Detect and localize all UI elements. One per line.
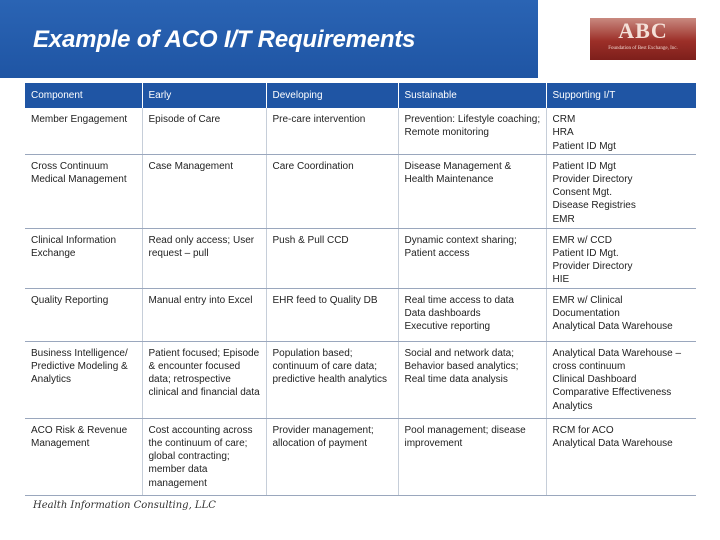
header-component: Component: [25, 83, 142, 108]
cell-early: Case Management: [142, 154, 266, 228]
cell-supporting-it: [546, 341, 696, 418]
supporting-item: Documentation: [552, 307, 620, 319]
cell-developing: Population based; continuum of care data; predictive health analytics: [266, 341, 398, 418]
supporting-item: Provider Directory: [552, 173, 633, 185]
cell-developing: Pre-care intervention: [266, 108, 398, 154]
cell-developing: EHR feed to Quality DB: [266, 288, 398, 341]
logo-subtext: Foundation of Best Exchange, Inc.: [608, 46, 678, 51]
cell-early: Episode of Care: [142, 108, 266, 154]
cell-supporting-it: [546, 154, 696, 228]
supporting-item: Disease Registries: [552, 200, 636, 212]
supporting-item: Analytical Data Warehouse – cross continuum: [552, 347, 682, 372]
logo-text: ABC: [618, 18, 668, 43]
cell-early: Manual entry into Excel: [142, 288, 266, 341]
table-row: [25, 108, 696, 154]
table-header-row: [25, 83, 696, 108]
supporting-item: Consent Mgt.: [552, 187, 612, 199]
cell-sustainable: Disease Management & Health Maintenance: [398, 154, 546, 228]
supporting-item: Comparative Effectiveness Analytics: [552, 387, 672, 412]
cell-supporting-it: [546, 108, 696, 154]
cell-supporting-it: [546, 418, 696, 495]
cell-sustainable: Prevention: Lifestyle coaching; Remote monitoring: [398, 108, 546, 154]
supporting-item: EMR w/ Clinical: [552, 294, 623, 306]
cell-developing: Provider management; allocation of payment: [266, 418, 398, 495]
supporting-item: Analytical Data Warehouse: [552, 321, 673, 333]
cell-developing: Push & Pull CCD: [266, 228, 398, 288]
cell-early: Cost accounting across the continuum of care; global contracting; member data management: [142, 418, 266, 495]
sustainable-item: Data dashboards: [404, 307, 481, 319]
header-early: Early: [142, 83, 266, 108]
cell-sustainable: Dynamic context sharing; Patient access: [398, 228, 546, 288]
header-supporting-it: Supporting I/T: [546, 83, 696, 108]
cell-supporting-it: [546, 228, 696, 288]
cell-component: Clinical Information Exchange: [25, 228, 142, 288]
supporting-item: HRA: [552, 127, 574, 139]
supporting-item: Clinical Dashboard: [552, 374, 637, 386]
supporting-item: RCM for ACO: [552, 424, 614, 436]
cell-component: ACO Risk & Revenue Management: [25, 418, 142, 495]
supporting-item: Provider Directory: [552, 261, 633, 273]
cell-component: Member Engagement: [25, 108, 142, 154]
cell-sustainable: Pool management; disease improvement: [398, 418, 546, 495]
supporting-item: CRM: [552, 114, 576, 125]
cell-sustainable: Social and network data; Behavior based analytics; Real time data analysis: [398, 341, 546, 418]
table-row: [25, 288, 696, 341]
table-row: [25, 341, 696, 418]
supporting-item: Patient ID Mgt: [552, 160, 616, 172]
cell-early: Read only access; User request – pull: [142, 228, 266, 288]
supporting-item: Patient ID Mgt.: [552, 247, 619, 259]
cell-sustainable: [398, 288, 546, 341]
sustainable-item: Executive reporting: [404, 321, 491, 333]
cell-early: Patient focused; Episode & encounter focused data; retrospective clinical and financial data: [142, 341, 266, 418]
table-row: [25, 154, 696, 228]
requirements-table: [25, 83, 696, 496]
header-developing: Developing: [266, 83, 398, 108]
supporting-item: HIE: [552, 274, 570, 286]
slide-title: Example of ACO I/T Requirements: [33, 26, 416, 53]
supporting-item: Analytical Data Warehouse: [552, 437, 673, 449]
cell-component: Business Intelligence/ Predictive Modeling & Analytics: [25, 341, 142, 418]
cell-supporting-it: [546, 288, 696, 341]
supporting-item: EMR: [552, 213, 575, 225]
supporting-item: Patient ID Mgt: [552, 140, 616, 152]
table-row: [25, 418, 696, 495]
header-sustainable: Sustainable: [398, 83, 546, 108]
cell-component: Quality Reporting: [25, 288, 142, 341]
supporting-item: EMR w/ CCD: [552, 234, 612, 246]
cell-developing: Care Coordination: [266, 154, 398, 228]
footer-company: Health Information Consulting, LLC: [33, 500, 216, 511]
table-row: [25, 228, 696, 288]
sustainable-item: Real time access to data: [404, 294, 514, 306]
cell-component: Cross Continuum Medical Management: [25, 154, 142, 228]
